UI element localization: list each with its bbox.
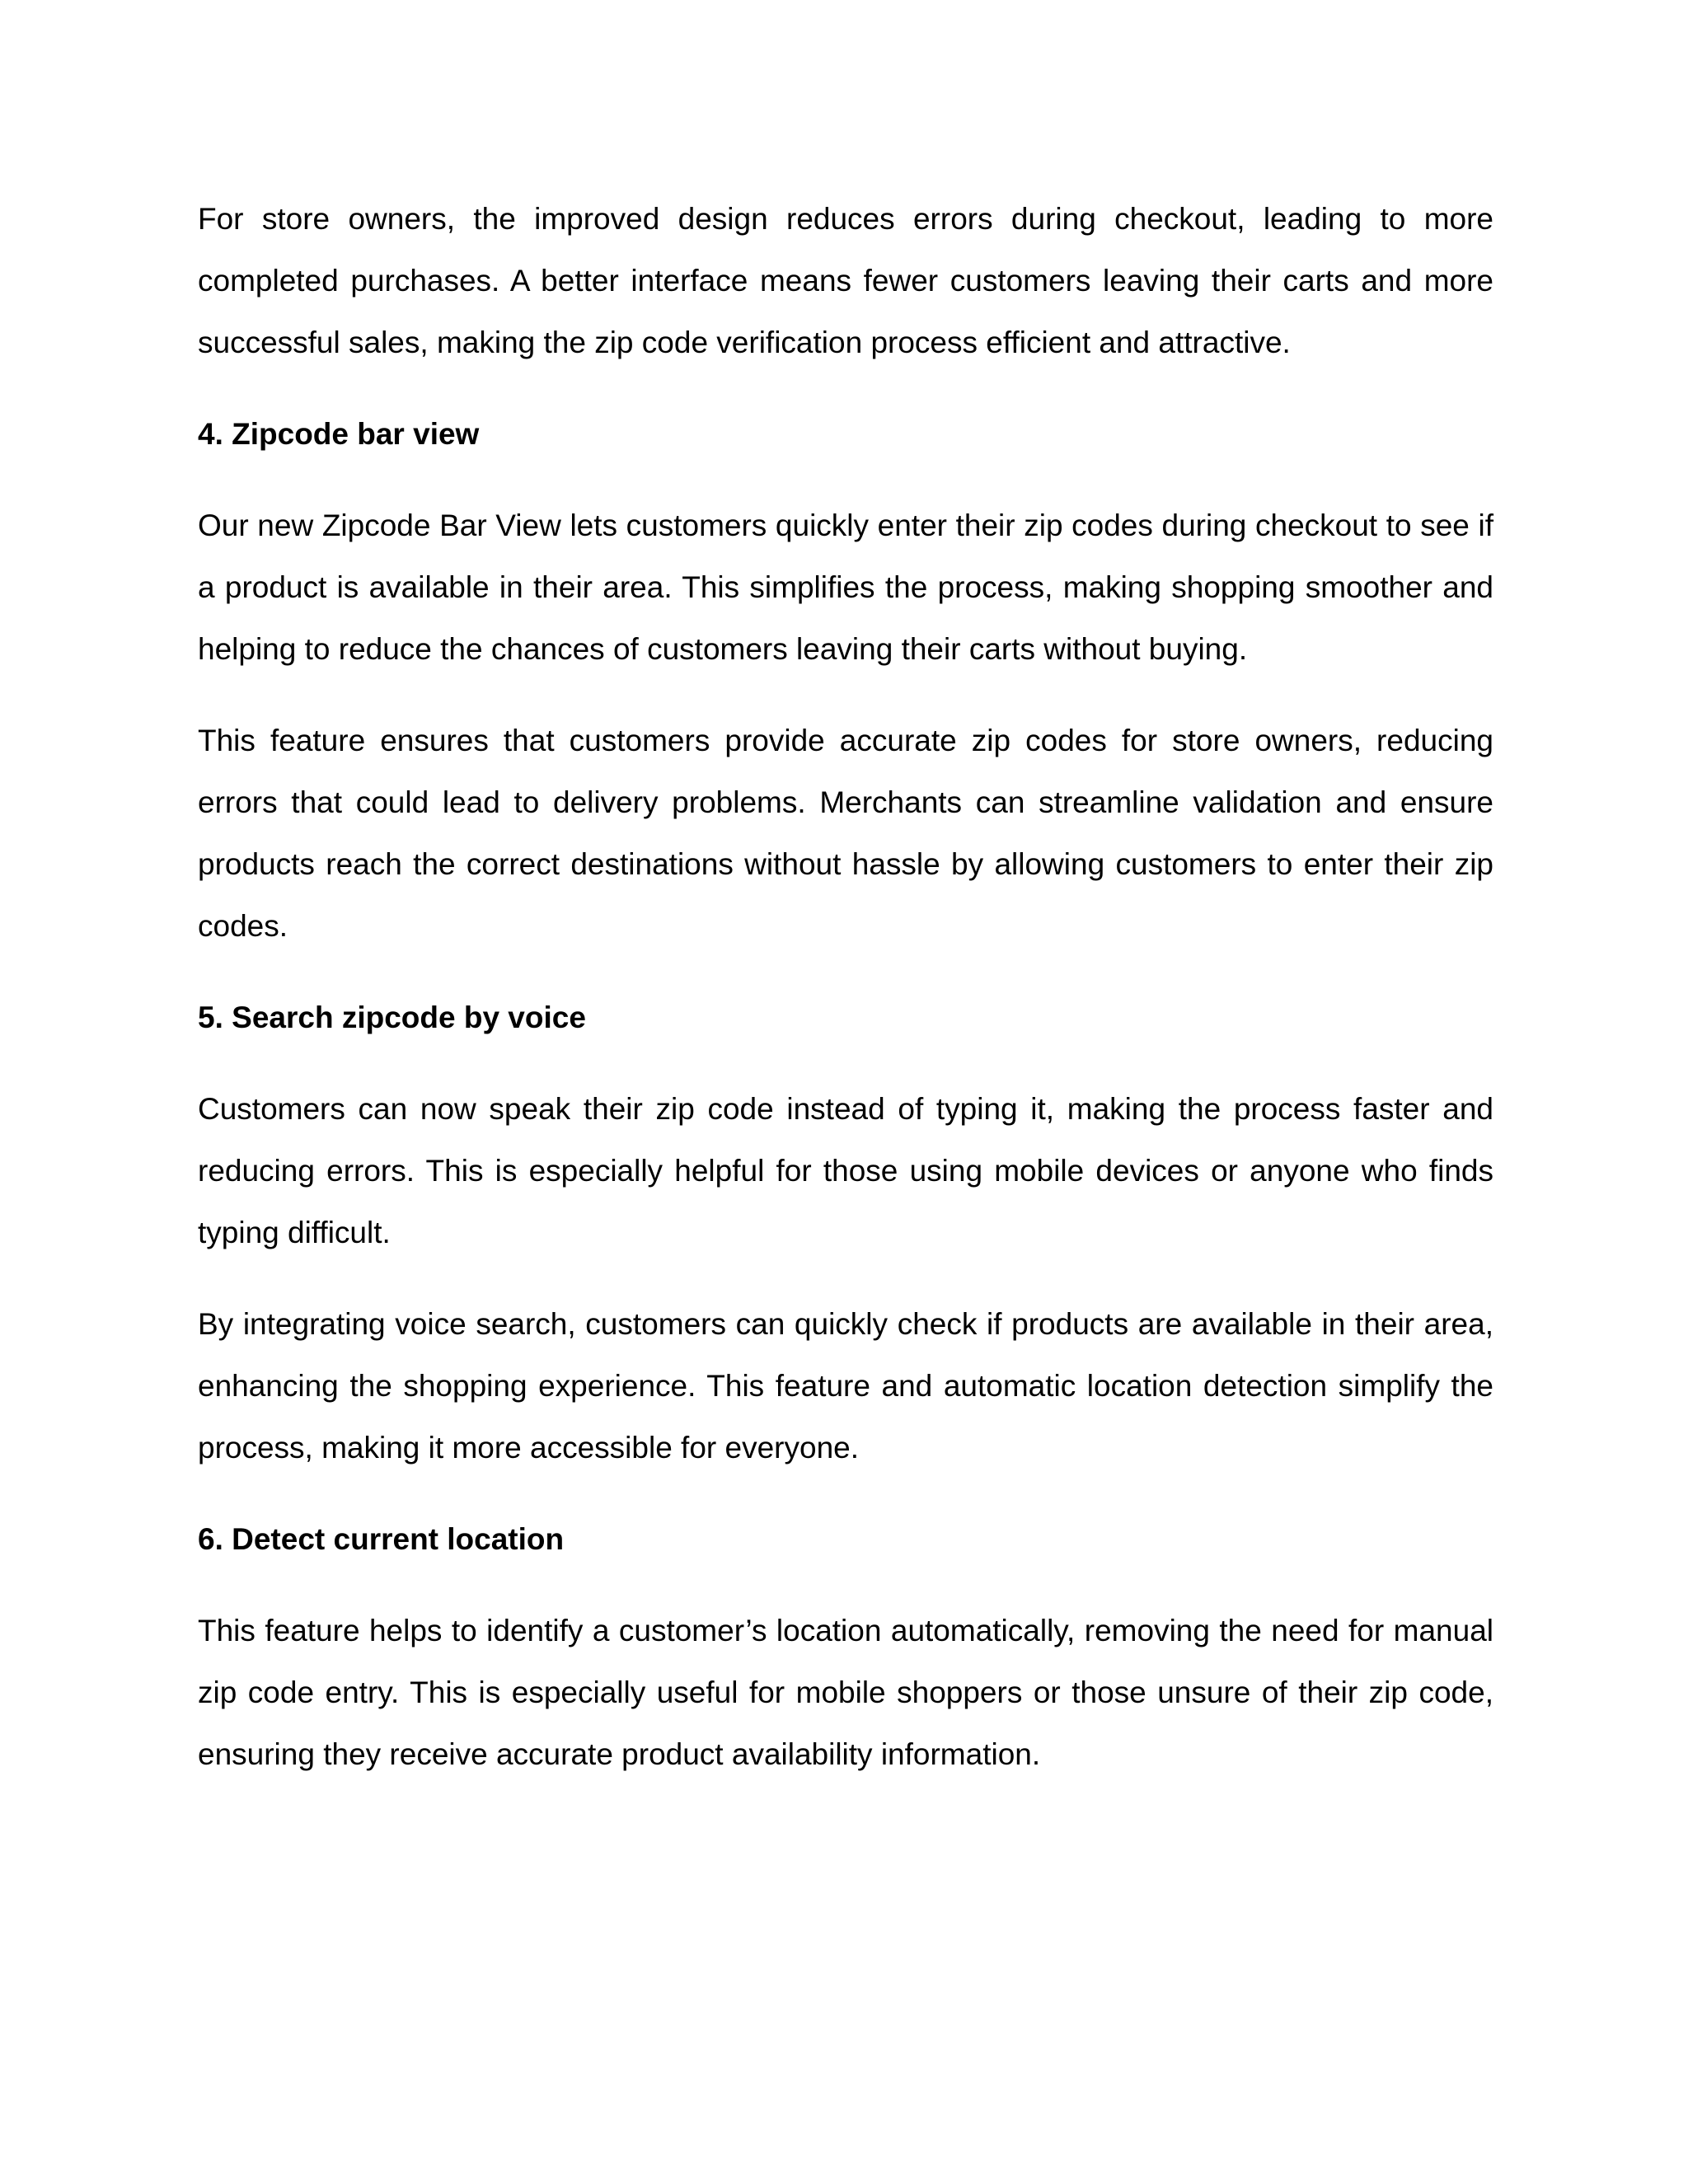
document-page: [198, 188, 1493, 1785]
heading-search-by-voice: 5. Search zipcode by voice: [198, 1001, 586, 1034]
paragraph-store-owners: For store owners, the improved design reduces errors during checkout, leading to more completed purchases. A better interface means fewer customers leaving their carts and more successful sales, making the zip code verification process efficient and attractive.: [198, 202, 1493, 359]
heading-zipcode-bar-view: 4. Zipcode bar view: [198, 417, 480, 451]
paragraph-voice-intro: Customers can now speak their zip code instead of typing it, making the process faster and reducing errors. This is especially helpful for those using mobile devices or anyone who finds typing difficult.: [198, 1092, 1493, 1249]
heading-detect-location: 6. Detect current location: [198, 1522, 565, 1556]
paragraph-detect-location: This feature helps to identify a customer’s location automatically, removing the need for manual zip code entry. This is especially useful for mobile shoppers or those unsure of their zip code, ensuring they receive accurate product availability information.: [198, 1614, 1493, 1771]
paragraph-zipcode-bar-intro: Our new Zipcode Bar View lets customers quickly enter their zip codes during checkout to see if a product is available in their area. This simplifies the process, making shopping smoother and helping to reduce the chances of customers leaving their carts without buying.: [198, 509, 1493, 666]
paragraph-voice-integration: By integrating voice search, customers can quickly check if products are available in their area, enhancing the shopping experience. This feature and automatic location detection simplify the process, making it more accessible for everyone.: [198, 1307, 1493, 1465]
paragraph-zipcode-bar-accuracy: This feature ensures that customers provide accurate zip codes for store owners, reducing errors that could lead to delivery problems. Merchants can streamline validation and ensure products reach the correct destinations without hassle by allowing customers to enter their zip codes.: [198, 724, 1493, 943]
